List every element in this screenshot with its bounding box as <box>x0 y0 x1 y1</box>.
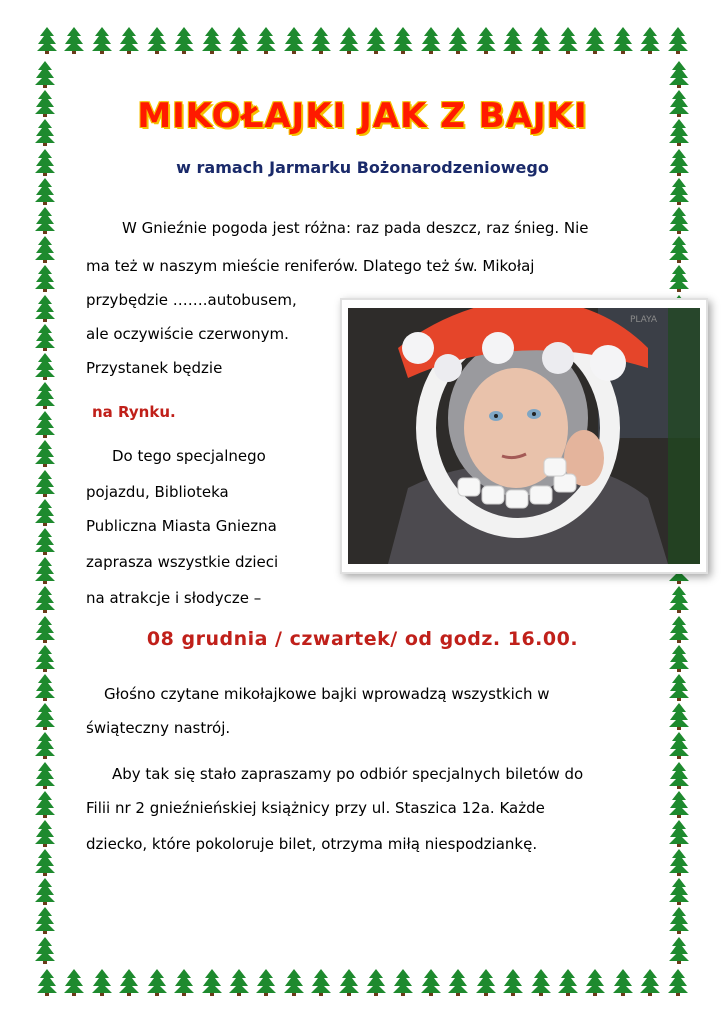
second-line-2: pojazdu, Biblioteka <box>86 483 229 501</box>
christmas-tree-icon <box>118 26 140 54</box>
border-top <box>36 26 689 56</box>
christmas-tree-icon <box>34 206 56 234</box>
christmas-tree-icon <box>255 26 277 54</box>
christmas-tree-icon <box>584 26 606 54</box>
christmas-tree-icon <box>475 968 497 996</box>
christmas-tree-icon <box>34 323 56 351</box>
christmas-tree-icon <box>668 585 690 613</box>
christmas-tree-icon <box>668 702 690 730</box>
child-illustration <box>348 308 700 564</box>
christmas-tree-icon <box>668 790 690 818</box>
intro-line-2: ma też w naszym mieście reniferów. Dlatego też św. Mikołaj <box>86 257 535 275</box>
christmas-tree-icon <box>34 819 56 847</box>
christmas-tree-icon <box>34 556 56 584</box>
second-line-4: zaprasza wszystkie dzieci <box>86 553 279 571</box>
christmas-tree-icon <box>612 968 634 996</box>
christmas-tree-icon <box>34 761 56 789</box>
christmas-tree-icon <box>530 968 552 996</box>
fourth-line-3: dziecko, które pokoloruje bilet, otrzyma miłą niespodziankę. <box>86 835 538 853</box>
christmas-tree-icon <box>173 26 195 54</box>
christmas-tree-icon <box>420 968 442 996</box>
christmas-tree-icon <box>34 877 56 905</box>
christmas-tree-icon <box>392 26 414 54</box>
christmas-tree-icon <box>639 968 661 996</box>
christmas-tree-icon <box>255 968 277 996</box>
christmas-tree-icon <box>338 26 360 54</box>
christmas-tree-icon <box>668 206 690 234</box>
christmas-tree-icon <box>338 968 360 996</box>
christmas-tree-icon <box>668 731 690 759</box>
subtitle: w ramach Jarmarku Bożonarodzeniowego <box>176 158 549 177</box>
christmas-tree-icon <box>475 26 497 54</box>
christmas-tree-icon <box>447 26 469 54</box>
christmas-tree-icon <box>667 26 689 54</box>
christmas-tree-icon <box>668 877 690 905</box>
christmas-tree-icon <box>34 439 56 467</box>
intro-line-4: ale oczywiście czerwonym. <box>86 325 289 343</box>
event-date: 08 grudnia / czwartek/ od godz. 16.00. <box>146 628 579 650</box>
christmas-tree-icon <box>502 968 524 996</box>
christmas-tree-icon <box>34 264 56 292</box>
christmas-tree-icon <box>502 26 524 54</box>
christmas-tree-icon <box>283 26 305 54</box>
christmas-tree-icon <box>612 26 634 54</box>
christmas-tree-icon <box>173 968 195 996</box>
christmas-tree-icon <box>365 968 387 996</box>
christmas-tree-icon <box>34 177 56 205</box>
christmas-tree-icon <box>91 26 113 54</box>
christmas-tree-icon <box>201 968 223 996</box>
christmas-tree-icon <box>34 673 56 701</box>
christmas-tree-icon <box>228 968 250 996</box>
intro-line-5: Przystanek będzie <box>86 359 223 377</box>
christmas-tree-icon <box>530 26 552 54</box>
christmas-tree-icon <box>365 26 387 54</box>
christmas-tree-icon <box>668 235 690 263</box>
border-left <box>34 60 60 964</box>
christmas-tree-icon <box>118 968 140 996</box>
christmas-tree-icon <box>201 26 223 54</box>
christmas-tree-icon <box>557 26 579 54</box>
christmas-tree-icon <box>34 498 56 526</box>
christmas-tree-icon <box>447 968 469 996</box>
border-bottom <box>36 968 689 998</box>
christmas-tree-icon <box>668 264 690 292</box>
christmas-tree-icon <box>668 848 690 876</box>
christmas-tree-icon <box>34 410 56 438</box>
page-title: MIKOŁAJKI JAK Z BAJKI <box>137 96 588 136</box>
intro-line-1: W Gnieźnie pogoda jest różna: raz pada deszcz, raz śnieg. Nie <box>122 219 589 237</box>
christmas-tree-icon <box>34 294 56 322</box>
location-text: na Rynku. <box>92 403 176 421</box>
christmas-tree-icon <box>228 26 250 54</box>
christmas-tree-icon <box>668 673 690 701</box>
christmas-tree-icon <box>310 26 332 54</box>
photo-scene <box>348 308 700 564</box>
third-line-1: Głośno czytane mikołajkowe bajki wprowadzą wszystkich w <box>104 685 550 703</box>
christmas-tree-icon <box>63 968 85 996</box>
christmas-tree-icon <box>146 26 168 54</box>
christmas-tree-icon <box>34 60 56 88</box>
christmas-tree-icon <box>668 936 690 964</box>
christmas-tree-icon <box>34 702 56 730</box>
second-line-5: na atrakcje i słodycze – <box>86 589 262 607</box>
christmas-tree-icon <box>283 968 305 996</box>
christmas-tree-icon <box>34 848 56 876</box>
christmas-tree-icon <box>584 968 606 996</box>
second-line-1: Do tego specjalnego <box>112 447 266 465</box>
christmas-tree-icon <box>34 527 56 555</box>
christmas-tree-icon <box>668 177 690 205</box>
background-sign: PLAYA <box>630 315 658 325</box>
christmas-tree-icon <box>34 731 56 759</box>
christmas-tree-icon <box>34 352 56 380</box>
christmas-tree-icon <box>34 235 56 263</box>
christmas-tree-icon <box>668 906 690 934</box>
christmas-tree-icon <box>34 585 56 613</box>
fourth-line-2: Filii nr 2 gnieźnieńskiej książnicy przy ul. Staszica 12a. Każde <box>86 799 545 817</box>
christmas-tree-icon <box>34 469 56 497</box>
christmas-tree-icon <box>34 790 56 818</box>
christmas-tree-icon <box>557 968 579 996</box>
christmas-tree-icon <box>63 26 85 54</box>
christmas-tree-icon <box>668 761 690 789</box>
fourth-line-1: Aby tak się stało zapraszamy po odbiór specjalnych biletów do <box>112 765 584 783</box>
christmas-tree-icon <box>639 26 661 54</box>
christmas-tree-icon <box>668 819 690 847</box>
christmas-tree-icon <box>668 60 690 88</box>
intro-line-3: przybędzie …….autobusem, <box>86 291 297 309</box>
christmas-tree-icon <box>91 968 113 996</box>
christmas-tree-icon <box>36 26 58 54</box>
christmas-tree-icon <box>34 906 56 934</box>
christmas-tree-icon <box>34 381 56 409</box>
christmas-tree-icon <box>36 968 58 996</box>
christmas-tree-icon <box>392 968 414 996</box>
christmas-tree-icon <box>34 936 56 964</box>
second-line-3: Publiczna Miasta Gniezna <box>86 517 277 535</box>
christmas-tree-icon <box>420 26 442 54</box>
child-photo <box>340 298 708 574</box>
christmas-tree-icon <box>667 968 689 996</box>
christmas-tree-icon <box>310 968 332 996</box>
christmas-tree-icon <box>146 968 168 996</box>
third-line-2: świąteczny nastrój. <box>86 719 231 737</box>
